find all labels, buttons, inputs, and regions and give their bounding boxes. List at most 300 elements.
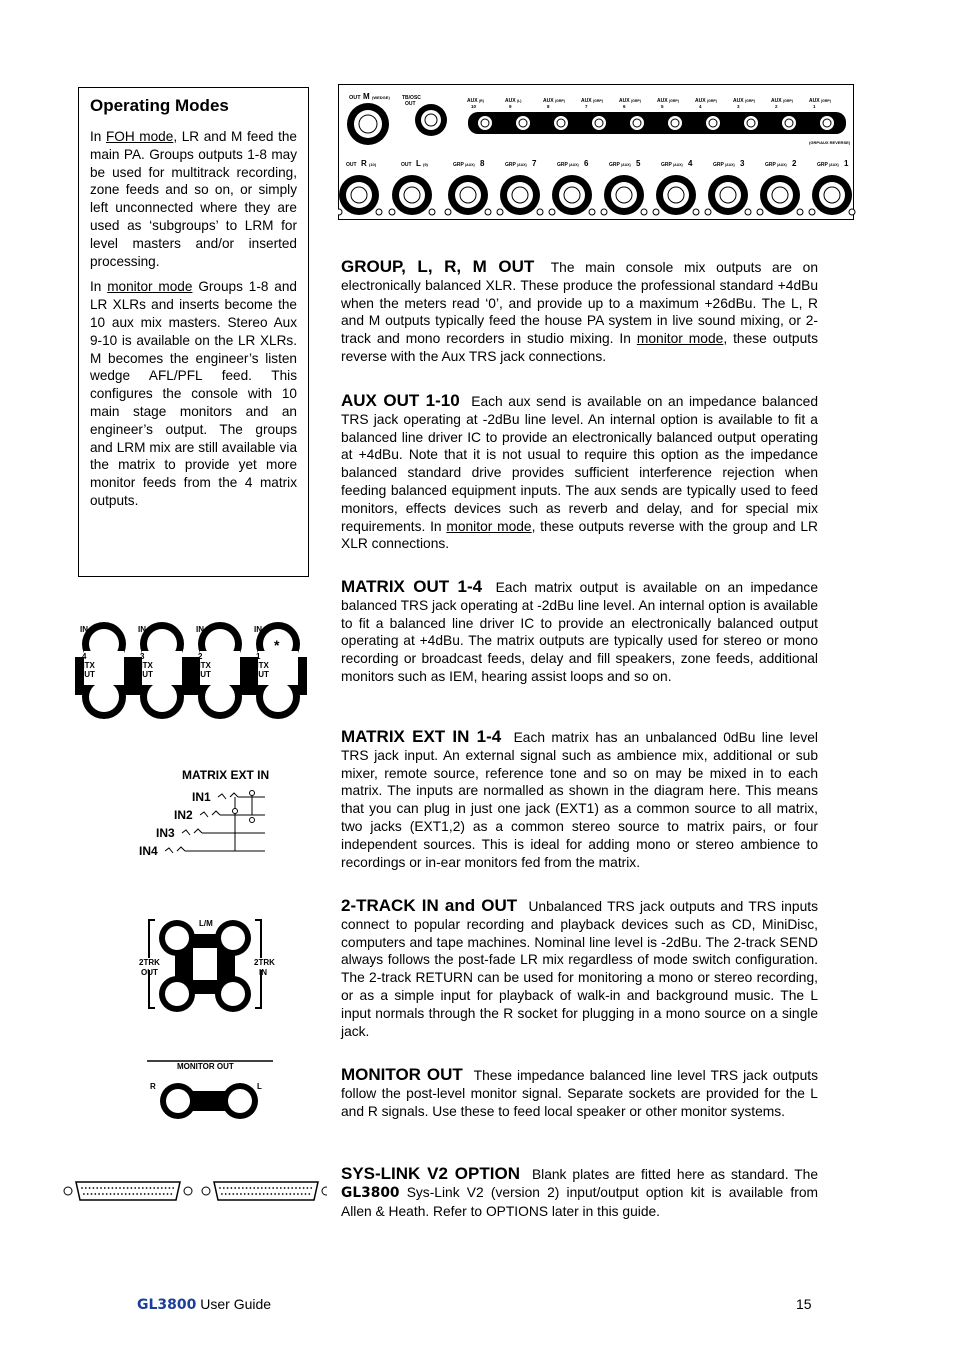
grp-number: 8 xyxy=(480,159,485,168)
pin xyxy=(288,1187,290,1189)
center-gap xyxy=(193,948,217,980)
aux-sub-label: (GRP) xyxy=(631,99,641,103)
aux-jack-inner xyxy=(554,116,568,130)
section-heading: AUX OUT 1-10 xyxy=(341,391,460,410)
jack-inner xyxy=(221,926,245,950)
operating-modes-box xyxy=(78,87,309,577)
pin xyxy=(240,1193,242,1195)
sub-d-shell xyxy=(214,1182,318,1200)
pin xyxy=(301,1193,303,1195)
monitor-out-diagram xyxy=(145,1057,275,1127)
jack-inner xyxy=(165,926,189,950)
pin xyxy=(227,1187,229,1189)
grp-number: 3 xyxy=(740,159,745,168)
pin xyxy=(257,1187,259,1189)
r-label: R xyxy=(205,983,211,992)
jack-symbol xyxy=(165,847,185,853)
aux-sub-label: (GRP) xyxy=(783,99,793,103)
pin xyxy=(121,1193,123,1195)
section-heading: MATRIX EXT IN 1-4 xyxy=(341,727,502,746)
section-2track xyxy=(341,897,818,1040)
xlr-inner xyxy=(346,182,372,208)
ext-input-label: IN4 xyxy=(139,844,158,858)
pin xyxy=(286,1193,288,1195)
page-number: 15 xyxy=(796,1296,812,1312)
aux-label: AUX xyxy=(467,98,478,104)
aux-label: AUX xyxy=(657,98,668,104)
aux-number: 5 xyxy=(661,104,664,109)
aux-jack-inner xyxy=(516,116,530,130)
screw-hole xyxy=(202,1187,210,1195)
grp-number: 1 xyxy=(844,159,849,168)
section-text: Each aux send is available on an impedance balanced TRS jack operating at -2dBu line level. An internal option is available to fit a balanced line driver IC to provide an electronically balanced output operating at +4dBu. Note that it is not usual to require this option as the impedance balanced standard drive provides sufficient interference rejection when feeding balanced equipment inputs. The aux sends are typically used to feed monitors, effects devices such as reverb and delay, and for special mix requirements. In xyxy=(341,394,819,534)
xlr-inner xyxy=(399,182,425,208)
foh-mode-term: FOH mode xyxy=(105,129,174,144)
matrix-mtx-label: MTX xyxy=(252,661,269,670)
gl3800-footer-logo: GL3800 xyxy=(137,1297,197,1313)
pin xyxy=(291,1187,293,1189)
monitor-l-label: L xyxy=(257,1082,262,1091)
aux-jack-inner xyxy=(706,116,720,130)
matrix-in-label: IN xyxy=(80,625,88,634)
pin xyxy=(113,1193,115,1195)
screw-hole xyxy=(322,1187,327,1195)
grp-label: GRP xyxy=(713,162,724,168)
rear-panel-outputs-diagram xyxy=(338,84,878,234)
section-text: Blank plates are fitted here as standard. The xyxy=(531,1167,818,1182)
pin xyxy=(259,1193,261,1195)
section-matrix-out xyxy=(341,578,818,686)
pin xyxy=(132,1193,134,1195)
grp-sub-label: (AUX) xyxy=(569,163,579,167)
pin xyxy=(289,1193,291,1195)
grp-number: 6 xyxy=(584,159,589,168)
aux-number: 2 xyxy=(775,104,778,109)
pin xyxy=(87,1193,89,1195)
jack-symbol xyxy=(200,811,220,817)
pin xyxy=(110,1193,112,1195)
monitor-out-title: MONITOR OUT xyxy=(177,1062,234,1071)
sub-d-connectors xyxy=(64,1182,327,1200)
grp-number: 7 xyxy=(532,159,537,168)
two-track-panel-diagram xyxy=(135,914,275,1014)
text: Groups 1-8 and LR XLRs and inserts become the 10 aux mix masters. Stereo Aux 9-10 is available on the LR XLRs. M becomes the engineer’s listen wedge AFL/PFL feed. This configures the console with 10 main stage monitors and an engineer’s output. The groups and LRM mix are still available via the matrix to provide yet more monitor feeds from the 4 matrix outputs. xyxy=(90,279,297,508)
pin xyxy=(98,1193,100,1195)
aux-label: AUX xyxy=(543,98,554,104)
grp-sub-label: (AUX) xyxy=(517,163,527,167)
pin xyxy=(102,1193,104,1195)
pin xyxy=(308,1193,310,1195)
pin xyxy=(248,1193,250,1195)
node xyxy=(250,818,255,823)
screw-hole xyxy=(376,209,382,215)
pin xyxy=(150,1187,152,1189)
jack-inner xyxy=(205,682,235,712)
ext-input-label: IN3 xyxy=(156,826,175,840)
pin xyxy=(282,1193,284,1195)
aux-jack-inner xyxy=(592,116,606,130)
pin xyxy=(148,1193,150,1195)
pin xyxy=(144,1193,146,1195)
xlr-inner xyxy=(715,182,741,208)
pin xyxy=(165,1187,167,1189)
pin xyxy=(155,1193,157,1195)
aux-label: AUX xyxy=(809,98,820,104)
foh-mode-paragraph xyxy=(90,128,297,270)
out-r-label: OUT xyxy=(346,162,357,168)
pin xyxy=(229,1193,231,1195)
r-sub-label: (10) xyxy=(369,162,377,167)
r-label: R xyxy=(361,159,367,168)
xlr-inner xyxy=(559,182,585,208)
pin xyxy=(104,1187,106,1189)
matrix-star: * xyxy=(274,637,280,653)
matrix-out-label: OUT xyxy=(194,670,211,679)
2trk-in-sub: IN xyxy=(259,968,267,977)
pin xyxy=(142,1187,144,1189)
jack-inner xyxy=(147,682,177,712)
grp-sub-label: (AUX) xyxy=(777,163,787,167)
xlr-inner xyxy=(767,182,793,208)
xlr-inner xyxy=(819,182,845,208)
footer-title xyxy=(137,1296,271,1313)
pin xyxy=(153,1187,155,1189)
pin xyxy=(94,1193,96,1195)
screw-hole xyxy=(549,209,555,215)
xlr-inner xyxy=(611,182,637,208)
matrix-out-label: OUT xyxy=(78,670,95,679)
pin xyxy=(234,1187,236,1189)
aux-sub-label: (GRP) xyxy=(593,99,603,103)
screw-hole xyxy=(485,209,491,215)
matrix-in-label: IN xyxy=(138,625,146,634)
pin xyxy=(231,1187,233,1189)
section-monitor-out xyxy=(341,1066,818,1120)
screw-hole xyxy=(705,209,711,215)
pin xyxy=(293,1193,295,1195)
pin xyxy=(253,1187,255,1189)
section-group-out xyxy=(341,258,818,366)
grp-label: GRP xyxy=(505,162,516,168)
section-heading: MONITOR OUT xyxy=(341,1065,463,1084)
pin xyxy=(225,1193,227,1195)
jack-symbol xyxy=(182,829,202,835)
aux-number: 1 xyxy=(813,104,816,109)
pin xyxy=(125,1193,127,1195)
pin xyxy=(136,1193,138,1195)
ext-input-label: IN2 xyxy=(174,808,193,822)
section-text: Each matrix has an unbalanced 0dBu line level TRS jack input. An external signal such as ambience mix, additional or sub mixer, remote source, reference tone and so on may be mixed in to each matrix. The inputs are normalled as shown in the diagram here. This means that you can plug in just one jack (EXT1) as a common source to all matrix, two jacks (EXT1,2) as a common stereo source to matrix pairs, or four independent sources. This is ideal for adding mono or stereo ambience to recordings or in-ear monitors fed from the matrix. xyxy=(341,730,818,870)
pin xyxy=(255,1193,257,1195)
xlr-m-inner xyxy=(354,110,382,138)
screw-hole xyxy=(537,209,543,215)
aux-sub-label: (GRP) xyxy=(669,99,679,103)
pin xyxy=(100,1187,102,1189)
pin xyxy=(134,1187,136,1189)
matrix-number: 3 xyxy=(140,652,145,661)
pin xyxy=(159,1193,161,1195)
aux-jack-inner xyxy=(820,116,834,130)
section-text: , these outputs reverse with the Aux TRS jack connections. xyxy=(341,331,818,364)
screw-hole xyxy=(797,209,803,215)
node xyxy=(233,809,238,814)
pin xyxy=(305,1193,307,1195)
section-syslink xyxy=(341,1165,818,1220)
xlr-inner xyxy=(507,182,533,208)
section-text: The main console mix outputs are on electronically balanced XLR. These produce the professional standard +4dBu when the meters read ‘0’, and provide up to a maximum +26dBu. The L, R and M outputs typically feed the house PA system in live sound mixing, or 2-track and mono recorders in studio mixing. In xyxy=(341,260,818,347)
pin xyxy=(140,1193,142,1195)
pin xyxy=(219,1187,221,1189)
aux-number: 6 xyxy=(623,104,626,109)
matrix-ext-inputs xyxy=(139,790,265,858)
syslink-connectors-diagram xyxy=(62,1178,327,1204)
l-sub-label: (9) xyxy=(423,162,428,167)
section-text: , these outputs reverse with the group and LR XLR connections. xyxy=(341,518,819,552)
screw-hole xyxy=(653,209,659,215)
grp-sub-label: (AUX) xyxy=(621,163,631,167)
aux-number: 10 xyxy=(471,104,477,109)
aux-sub-label: (GRP) xyxy=(821,99,831,103)
grp-sub-label: (AUX) xyxy=(829,163,839,167)
aux-label: AUX xyxy=(619,98,630,104)
aux-number: 7 xyxy=(585,104,588,109)
aux-label: AUX xyxy=(505,98,516,104)
pin xyxy=(172,1187,174,1189)
pin xyxy=(246,1187,248,1189)
jack-inner xyxy=(228,1089,252,1113)
pin xyxy=(119,1187,121,1189)
gl3800-logo: GL3800 xyxy=(341,1184,400,1201)
matrix-mtx-label: MTX xyxy=(136,661,153,670)
text: In xyxy=(90,129,106,144)
screw-hole xyxy=(589,209,595,215)
pin xyxy=(261,1187,263,1189)
screw-hole xyxy=(64,1187,72,1195)
m-label: M xyxy=(363,92,370,101)
jack-inner xyxy=(263,682,293,712)
matrix-ext-title: MATRIX EXT IN xyxy=(182,768,270,782)
pin xyxy=(138,1187,140,1189)
grp-number: 2 xyxy=(792,159,797,168)
pin xyxy=(251,1193,253,1195)
operating-modes-title: Operating Modes xyxy=(90,96,229,115)
pin xyxy=(85,1187,87,1189)
pin xyxy=(263,1193,265,1195)
screw-hole xyxy=(693,209,699,215)
screw-hole xyxy=(809,209,815,215)
aux-sub-label: (GRP) xyxy=(745,99,755,103)
pin xyxy=(276,1187,278,1189)
text: In xyxy=(90,279,108,295)
pin xyxy=(269,1187,271,1189)
m-sub-label: (WEDGE) xyxy=(372,95,390,100)
aux-jack-inner xyxy=(478,116,492,130)
aux-sub-label: (L) xyxy=(517,99,522,103)
aux-sub-label: (R) xyxy=(479,99,484,103)
matrix-out-label: OUT xyxy=(252,670,269,679)
monitor-r-label: R xyxy=(150,1082,156,1091)
screw-hole xyxy=(641,209,647,215)
matrix-in-label: IN xyxy=(196,625,204,634)
footer-guide-label: User Guide xyxy=(200,1296,272,1312)
jack-inner xyxy=(221,982,245,1006)
aux-jack-inner xyxy=(782,116,796,130)
grp-number: 4 xyxy=(688,159,693,168)
l-label: L xyxy=(416,159,421,168)
pin xyxy=(112,1187,114,1189)
pin xyxy=(284,1187,286,1189)
pin xyxy=(169,1187,171,1189)
pin xyxy=(170,1193,172,1195)
aux-number: 3 xyxy=(737,104,740,109)
aux-label: AUX xyxy=(771,98,782,104)
pin xyxy=(265,1187,267,1189)
jack-inner xyxy=(89,682,119,712)
jack-inner xyxy=(165,982,189,1006)
xlr-inner xyxy=(455,182,481,208)
grp-label: GRP xyxy=(661,162,672,168)
monitor-mode-term: monitor mode xyxy=(446,518,532,534)
aux-jack-inner xyxy=(744,116,758,130)
pin xyxy=(151,1193,153,1195)
aux-label: AUX xyxy=(581,98,592,104)
grp-sub-label: (AUX) xyxy=(673,163,683,167)
aux-jack-inner xyxy=(630,116,644,130)
grp-sub-label: (AUX) xyxy=(465,163,475,167)
section-aux-out xyxy=(341,392,818,553)
xlr-inner xyxy=(663,182,689,208)
matrix-panel-diagram xyxy=(75,617,307,722)
matrix-number: 1 xyxy=(256,652,261,661)
sub-d-shell xyxy=(76,1182,180,1200)
grp-label: GRP xyxy=(557,162,568,168)
2trk-in-label: 2TRK xyxy=(254,958,275,967)
pin xyxy=(161,1187,163,1189)
matrix-ext-in-diagram xyxy=(135,763,275,863)
grp-label: GRP xyxy=(609,162,620,168)
pin xyxy=(267,1193,269,1195)
pin xyxy=(146,1187,148,1189)
matrix-in-label: IN xyxy=(254,625,262,634)
screw-hole xyxy=(745,209,751,215)
aux-jack-inner xyxy=(668,116,682,130)
pin xyxy=(96,1187,98,1189)
pin xyxy=(242,1187,244,1189)
pin xyxy=(163,1193,165,1195)
out-l-label: OUT xyxy=(401,162,412,168)
2trk-out-sub: OUT xyxy=(141,968,158,977)
matrix-number: 4 xyxy=(82,652,87,661)
grp-label: GRP xyxy=(765,162,776,168)
pin xyxy=(303,1187,305,1189)
pin xyxy=(91,1193,93,1195)
pin xyxy=(123,1187,125,1189)
monitor-mode-term: monitor mode xyxy=(636,331,724,347)
screw-hole xyxy=(849,209,855,215)
text: , LR and M feed the main PA. Groups outputs 1-8 may be used for multitrack recording, zone feeds and so on, or simply left unconnected where they are used as ‘subgroups’ to LRM for level masters and/or inserted processing. xyxy=(90,129,297,269)
pin xyxy=(81,1187,83,1189)
pin xyxy=(272,1187,274,1189)
pin xyxy=(270,1193,272,1195)
section-heading: MATRIX OUT 1-4 xyxy=(341,577,483,596)
pin xyxy=(89,1187,91,1189)
pin xyxy=(297,1193,299,1195)
section-text: Sys-Link V2 (version 2) input/output option kit is available from Allen & Heath. Refer to OPTIONS later in this guide. xyxy=(341,1184,818,1219)
aux-number: 8 xyxy=(547,104,550,109)
matrix-number: 2 xyxy=(198,652,203,661)
tb-osc-jack-inner xyxy=(421,110,441,130)
tb-osc-label: TB/OSC xyxy=(402,95,421,101)
pin xyxy=(310,1187,312,1189)
pin xyxy=(115,1187,117,1189)
screw-hole xyxy=(389,209,395,215)
pin xyxy=(244,1193,246,1195)
aux-label: AUX xyxy=(695,98,706,104)
screw-hole xyxy=(184,1187,192,1195)
matrix-mtx-label: MTX xyxy=(194,661,211,670)
pin xyxy=(106,1193,108,1195)
section-text: Unbalanced TRS jack outputs and TRS inputs connect to popular recording and playback devices such as CD, MiniDisc, computers and tape machines. Nominal line level is -2dBu. The 2-track SEND always follows the post-fade LR mix regardless of mode switch configuration. The 2-track RETURN can be used for monitoring a mono or stereo recording, or as a simple input for playback of walk-in and background music. The L input normals through the R socket for plugging in a mono source on a single jack. xyxy=(341,899,818,1039)
screw-hole xyxy=(757,209,763,215)
grp-number: 5 xyxy=(636,159,641,168)
section-heading: GROUP, L, R, M OUT xyxy=(341,257,535,276)
reverse-note: (GRP/AUX REVERSE) xyxy=(809,140,851,145)
aux-number: 9 xyxy=(509,104,512,109)
aux-label: AUX xyxy=(733,98,744,104)
aux-number: 4 xyxy=(699,104,702,109)
monitor-mode-paragraph xyxy=(90,278,297,509)
monitor-mode-term: monitor mode xyxy=(107,279,193,295)
pin xyxy=(299,1187,301,1189)
pin xyxy=(83,1193,85,1195)
pin xyxy=(167,1193,169,1195)
pin xyxy=(295,1187,297,1189)
lm-label: L/M xyxy=(199,919,213,928)
section-text: These impedance balanced line level TRS jack outputs follow the post-level monitor signal. Separate sockets are provided for the L and R signals. Use these to feed local speaker or other monitor systems. xyxy=(341,1068,818,1119)
grp-sub-label: (AUX) xyxy=(725,163,735,167)
ext-input-label: IN1 xyxy=(192,790,211,804)
aux-sub-label: (GRP) xyxy=(707,99,717,103)
pin xyxy=(131,1187,133,1189)
screw-hole xyxy=(445,209,451,215)
jack-inner xyxy=(166,1089,190,1113)
pin xyxy=(250,1187,252,1189)
node xyxy=(250,791,255,796)
pin xyxy=(238,1187,240,1189)
pin xyxy=(236,1193,238,1195)
matrix-out-label: OUT xyxy=(136,670,153,679)
section-matrix-ext-in xyxy=(341,728,818,871)
aux-sub-label: (GRP) xyxy=(555,99,565,103)
pin xyxy=(108,1187,110,1189)
pin xyxy=(221,1193,223,1195)
screw-hole xyxy=(338,209,342,215)
grp-label: GRP xyxy=(453,162,464,168)
matrix-mtx-label: MTX xyxy=(78,661,95,670)
pin xyxy=(274,1193,276,1195)
section-heading: 2-TRACK IN and OUT xyxy=(341,896,518,915)
pin xyxy=(223,1187,225,1189)
screw-hole xyxy=(601,209,607,215)
pin xyxy=(157,1187,159,1189)
section-heading: SYS-LINK V2 OPTION xyxy=(341,1164,520,1183)
pin xyxy=(280,1187,282,1189)
pin xyxy=(129,1193,131,1195)
screw-hole xyxy=(429,209,435,215)
pin xyxy=(307,1187,309,1189)
pin xyxy=(127,1187,129,1189)
section-text: Each matrix output is available on an impedance balanced TRS jack operating at -2dBu line level. An internal option is available to fit a balanced line driver IC to provide an electronically balanced output operating at +4dBu. The matrix outputs are typically used for stereo or mono recording or broadcast feeds, delay and fill speakers, zone feeds, additional monitors such as IEM, hearing assist loops and so on. xyxy=(341,580,818,684)
